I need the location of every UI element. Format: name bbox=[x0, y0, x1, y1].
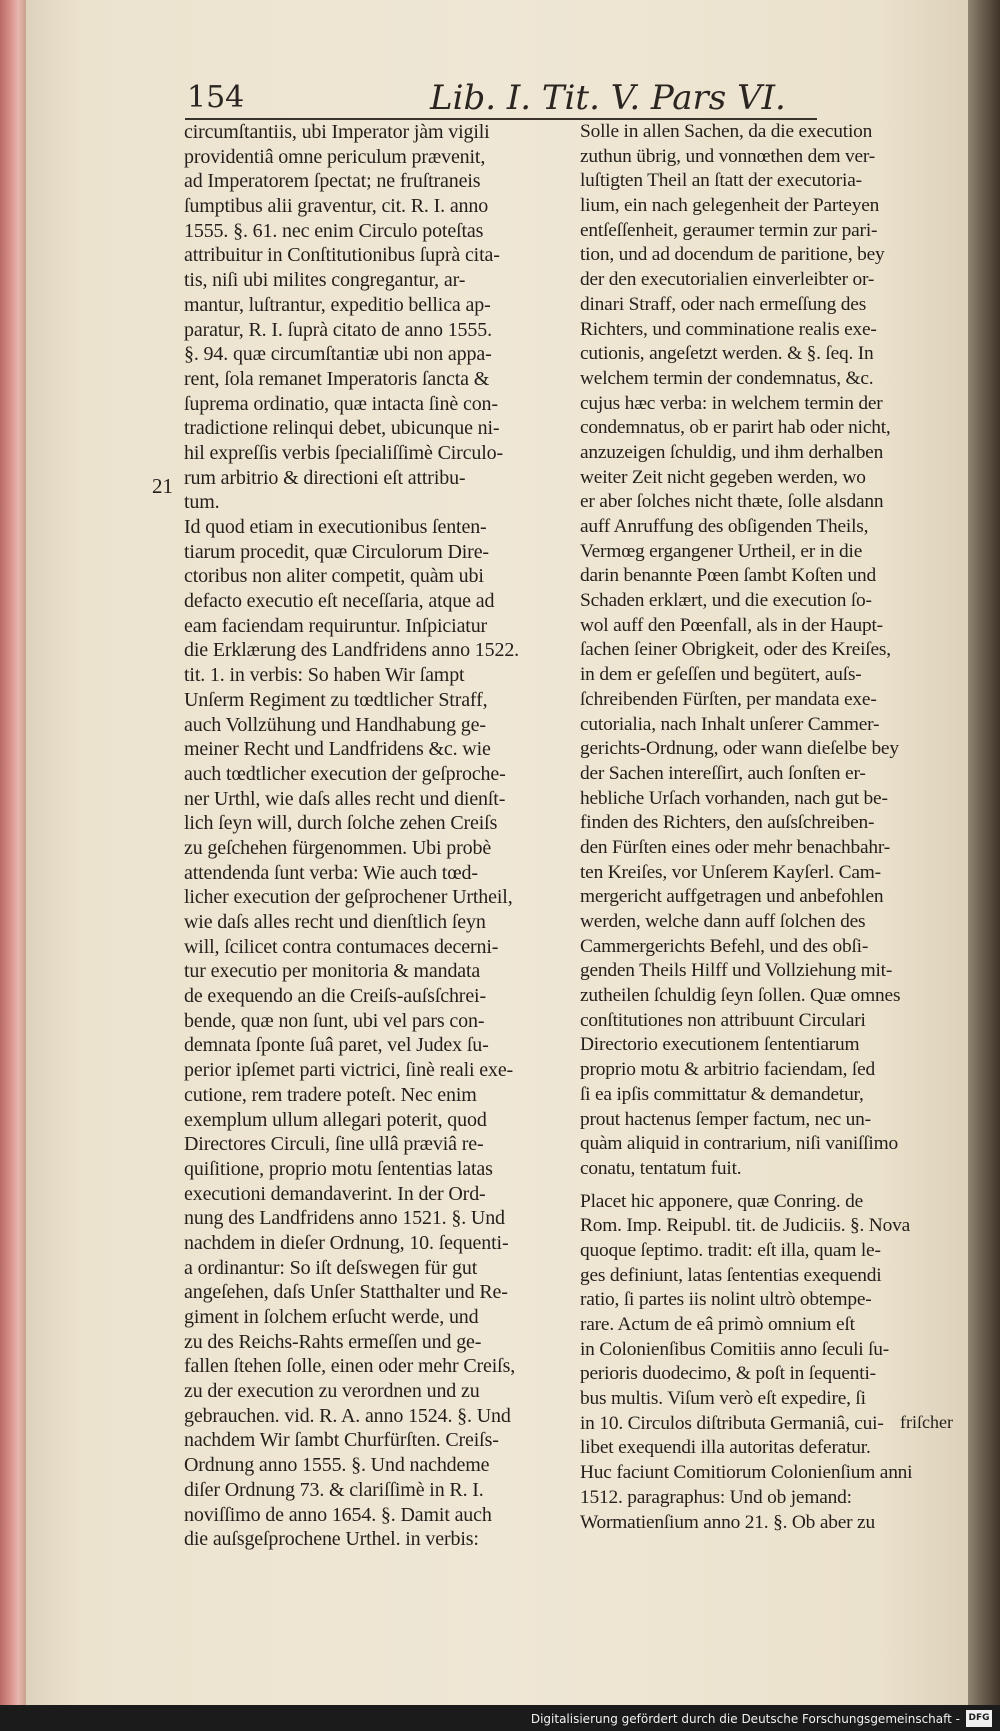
text-line: Vermœg ergangener Urtheil, er in die bbox=[580, 540, 863, 562]
text-line: perioris duodecimo, & poſt in ſequenti- bbox=[580, 1363, 876, 1385]
text-line: ten Kreiſes, vor Unſerem Kayſerl. Cam- bbox=[580, 861, 881, 883]
text-line: gebrauchen. vid. R. A. anno 1524. §. Und bbox=[184, 1404, 511, 1427]
text-line: demnata ſponte ſuâ paret, vel Judex ſu- bbox=[184, 1034, 489, 1057]
text-line: tion, und ad docendum de paritione, bey bbox=[580, 244, 885, 266]
text-line: Cammergerichts Befehl, und des obſi- bbox=[580, 935, 869, 957]
text-line: entſeſſenheit, geraumer termin zur pari- bbox=[580, 219, 878, 241]
text-line: rum arbitrio & directioni eſt attribu- bbox=[184, 466, 466, 489]
text-line: meiner Recht und Landfridens &c. wie bbox=[184, 738, 491, 761]
text-line: attribuitur in Conſtitutionibus ſuprà cita- bbox=[184, 244, 500, 267]
text-line: diſer Ordnung 73. & clariſſimè in R. I. bbox=[184, 1478, 484, 1501]
text-line: auch Vollzühung und Handhabung ge- bbox=[184, 713, 486, 736]
text-line: darin benannte Pœen ſambt Koſten und bbox=[580, 565, 876, 587]
text-line: tradictione relinqui debet, ubicunque ni- bbox=[184, 417, 500, 440]
text-line: finden des Richters, den auſsſchreiben- bbox=[580, 812, 875, 834]
page-number: 154 bbox=[187, 80, 245, 115]
text-line: in 10. Circulos diſtributa Germaniâ, cui- bbox=[580, 1412, 884, 1434]
text-line: exemplum ullum allegari poterit, quod bbox=[184, 1108, 487, 1131]
text-line: conatu, tentatum fuit. bbox=[580, 1157, 742, 1179]
text-line: gerichts-Ordnung, oder wann dieſelbe bey bbox=[580, 738, 899, 760]
text-line: genden Theils Hilff und Vollziehung mit- bbox=[580, 960, 893, 982]
text-line: zu des Reichs-Rahts ermeſſen und ge- bbox=[184, 1330, 482, 1353]
text-line: nachdem in dieſer Ordnung, 10. ſequenti- bbox=[184, 1231, 509, 1254]
book-edge-left bbox=[0, 0, 26, 1705]
text-line: auff Anruffung des obſigenden Theils, bbox=[580, 516, 869, 537]
text-line: lich ſeyn will, durch ſolche zehen Creiſs bbox=[184, 812, 498, 835]
text-line: wol auff den Pœenfall, als in der Haupt- bbox=[580, 614, 883, 636]
text-line: tur executio per monitoria & mandata bbox=[184, 960, 481, 983]
text-line: quàm aliquid in contrarium, niſi vaniſſimo bbox=[580, 1133, 898, 1155]
text-line: 1555. §. 61. nec enim Circulo poteſtas bbox=[184, 219, 484, 242]
text-line: bende, quæ non ſunt, ubi vel pars con- bbox=[184, 1009, 485, 1032]
text-line: ſchreibenden Fürſten, per mandata exe- bbox=[580, 688, 877, 710]
text-line: hebliche Urſach vorhanden, nach gut be- bbox=[580, 787, 888, 809]
text-line: Unſerm Regiment zu tœdtlicher Straff, bbox=[184, 688, 488, 711]
text-line: ner Urthl, wie daſs alles recht und dienſt- bbox=[184, 787, 506, 810]
text-line: executioni demandaverint. In der Ord- bbox=[184, 1182, 486, 1205]
text-line: Huc faciunt Comitiorum Colonienſium anni bbox=[580, 1462, 913, 1484]
text-line: ges definiunt, latas ſententias exequendi bbox=[580, 1264, 882, 1286]
text-line: ctoribus non aliter competit, quàm ubi bbox=[184, 565, 484, 588]
text-line: attendenda ſunt verba: Wie auch tœd- bbox=[184, 861, 478, 884]
text-line: werden, welche dann auff ſolchen des bbox=[580, 911, 866, 932]
text-line: 1512. paragraphus: Und ob jemand: bbox=[580, 1486, 852, 1508]
text-line: Rom. Imp. Reipubl. tit. de Judiciis. §. Nova bbox=[580, 1215, 910, 1237]
text-line: will, ſcilicet contra contumaces decerni- bbox=[184, 935, 499, 958]
text-line: auch tœdtlicher execution der geſproche- bbox=[184, 762, 506, 785]
text-line: libet exequendi illa autoritas deferatur. bbox=[580, 1437, 871, 1459]
text-line: der Sachen intereſſirt, auch ſonſten er- bbox=[580, 762, 866, 784]
margin-paragraph-number: 21 bbox=[152, 474, 173, 498]
text-line: Solle in allen Sachen, da die execution bbox=[580, 121, 873, 142]
text-line: rare. Actum de eâ primò omnium eſt bbox=[580, 1314, 855, 1335]
text-line: Directores Circuli, ſine ullâ præviâ re- bbox=[184, 1133, 484, 1156]
text-line: ad Imperatorem ſpectat; ne fruſtraneis bbox=[184, 170, 481, 193]
text-line: luſtigten Theil an ſtatt der executoria- bbox=[580, 170, 862, 192]
text-line: in Colonienſibus Comitiis anno ſeculi ſu- bbox=[580, 1338, 890, 1360]
text-line: prout hactenus ſemper factum, nec un- bbox=[580, 1108, 871, 1130]
text-line: tiarum procedit, quæ Circulorum Dire- bbox=[184, 540, 489, 563]
text-line: ſuprema ordinatio, quæ intacta ſinè con- bbox=[184, 392, 498, 415]
text-line: cujus hæc verba: in welchem termin der bbox=[580, 392, 883, 414]
text-line: tit. 1. in verbis: So haben Wir ſampt bbox=[184, 664, 465, 687]
text-line: giment in ſolchem erſucht werde, und bbox=[184, 1306, 479, 1328]
text-line: cutionis, angeſetzt werden. & §. ſeq. In bbox=[580, 343, 874, 365]
text-line: zu der execution zu verordnen und zu bbox=[184, 1380, 480, 1403]
right-column-paragraph-2 bbox=[580, 1190, 952, 1536]
text-line: ſumptibus alii graventur, cit. R. I. anno bbox=[184, 195, 489, 218]
text-line: Directorio executionem ſententiarum bbox=[580, 1034, 860, 1056]
footer-bar bbox=[0, 1705, 1000, 1731]
text-line: zutheilen ſchuldig ſeyn ſollen. Quæ omnes bbox=[580, 985, 901, 1007]
text-line: zu geſchehen fürgenommen. Ubi probè bbox=[184, 836, 492, 859]
text-line: Richters, und comminatione realis exe- bbox=[580, 318, 877, 340]
text-line: quoque ſeptimo. tradit: eſt illa, quam le- bbox=[580, 1239, 881, 1261]
text-line: der den executorialien einverleibter or- bbox=[580, 269, 875, 291]
text-line: perior ipſemet parti victrici, ſinè reali exe- bbox=[184, 1059, 514, 1082]
text-line: providentiâ omne periculum prævenit, bbox=[184, 145, 486, 168]
text-line: fallen ſtehen ſolle, einen oder mehr Creiſs, bbox=[184, 1355, 516, 1378]
left-text-column bbox=[184, 120, 569, 1552]
text-line: bus multis. Viſum verò eſt expedire, ſi bbox=[580, 1388, 866, 1410]
text-line: weiter Zeit nicht gegeben werden, wo bbox=[580, 466, 866, 488]
text-line: cutione, rem tradere poteſt. Nec enim bbox=[184, 1083, 477, 1106]
text-line: Schaden erklært, und die execution ſo- bbox=[580, 590, 872, 612]
digitization-credit: Digitalisierung gefördert durch die Deutsche Forschungsgemeinschaft - bbox=[530, 1712, 960, 1726]
text-line: nachdem Wir ſambt Churfürſten. Creiſs- bbox=[184, 1429, 499, 1452]
text-line: de exequendo an die Creiſs-auſsſchrei- bbox=[184, 985, 486, 1008]
text-line: a ordinantur: So iſt deſswegen für gut bbox=[184, 1256, 478, 1279]
text-line: mantur, luſtrantur, expeditio bellica ap- bbox=[184, 293, 491, 316]
text-line: noviſſimo de anno 1654. §. Damit auch bbox=[184, 1503, 492, 1526]
paragraph-gap bbox=[580, 1182, 952, 1190]
text-line: in dem er geſeſſen und begütert, auſs- bbox=[580, 664, 862, 686]
text-line: den Fürſten eines oder mehr benachbahr- bbox=[580, 836, 891, 858]
text-line: Wormatienſium anno 21. §. Ob aber zu bbox=[580, 1511, 875, 1533]
text-line: dinari Straff, oder nach ermeſſung des bbox=[580, 293, 867, 315]
text-line: quiſitione, proprio motu ſententias latas bbox=[184, 1157, 493, 1180]
right-column-paragraph-1 bbox=[580, 120, 952, 1182]
text-line: Id quod etiam in executionibus ſenten- bbox=[184, 516, 487, 538]
text-line: die Erklærung des Landfridens anno 1522. bbox=[184, 639, 520, 662]
text-line: er aber ſolches nicht thæte, ſolle alsdann bbox=[580, 491, 884, 513]
text-line: tum. bbox=[184, 491, 220, 514]
text-line: ratio, ſi partes iis nolint ultrò obtempe- bbox=[580, 1289, 872, 1311]
text-line: licher execution der geſprochener Urtheil, bbox=[184, 886, 513, 909]
dfg-logo: DFG bbox=[966, 1710, 992, 1727]
text-line: wie daſs alles recht und dienſtlich ſeyn bbox=[184, 911, 486, 933]
text-line: circumſtantiis, ubi Imperator jàm vigili bbox=[184, 121, 490, 143]
text-line: ſi ea ipſis committatur & demandetur, bbox=[580, 1083, 864, 1105]
text-line: hil expreſſis verbis ſpecialiſſimè Circulo- bbox=[184, 441, 504, 464]
text-line: conſtitutiones non attribuunt Circulari bbox=[580, 1009, 866, 1031]
text-line: proprio motu & arbitrio faciendam, ſed bbox=[580, 1059, 876, 1081]
text-line: Ordnung anno 1555. §. Und nachdeme bbox=[184, 1454, 490, 1477]
text-line: paratur, R. I. ſuprà citato de anno 1555. bbox=[184, 318, 492, 341]
text-line: cutorialia, nach Inhalt unſerer Cammer- bbox=[580, 713, 880, 735]
text-line: zuthun übrig, und vonnœthen dem ver- bbox=[580, 145, 876, 167]
text-line: ſachen ſeiner Obrigkeit, oder des Kreiſes, bbox=[580, 639, 891, 661]
text-line: welchem termin der condemnatus, &c. bbox=[580, 367, 874, 389]
text-line: mergericht auffgetragen und anbefohlen bbox=[580, 886, 884, 908]
text-line: §. 94. quæ circumſtantiæ ubi non appa- bbox=[184, 343, 492, 366]
book-edge-right bbox=[968, 0, 1000, 1705]
text-line: tis, niſi ubi milites congregantur, ar- bbox=[184, 269, 466, 292]
text-line: Placet hic apponere, quæ Conring. de bbox=[580, 1190, 864, 1212]
text-line: rent, ſola remanet Imperatoris ſancta & bbox=[184, 367, 490, 390]
text-line: lium, ein nach gelegenheit der Parteyen bbox=[580, 195, 880, 217]
text-line: condemnatus, ob er parirt hab oder nicht, bbox=[580, 417, 891, 439]
right-text-column bbox=[580, 120, 952, 1535]
text-line: angeſehen, daſs Unſer Statthalter und Re- bbox=[184, 1281, 508, 1304]
text-line: nung des Landfridens anno 1521. §. Und bbox=[184, 1207, 505, 1230]
text-line: defacto executio eſt neceſſaria, atque ad bbox=[184, 590, 495, 613]
text-line: die auſsgeſprochene Urthel. in verbis: bbox=[184, 1528, 479, 1551]
catchword: friſcher bbox=[900, 1412, 953, 1432]
text-line: anzuzeigen ſchuldig, und ihm derhalben bbox=[580, 441, 884, 463]
running-head: Lib. I. Tit. V. Pars VI. bbox=[430, 78, 786, 118]
text-line: eam faciendam requiruntur. Inſpiciatur bbox=[184, 614, 488, 637]
